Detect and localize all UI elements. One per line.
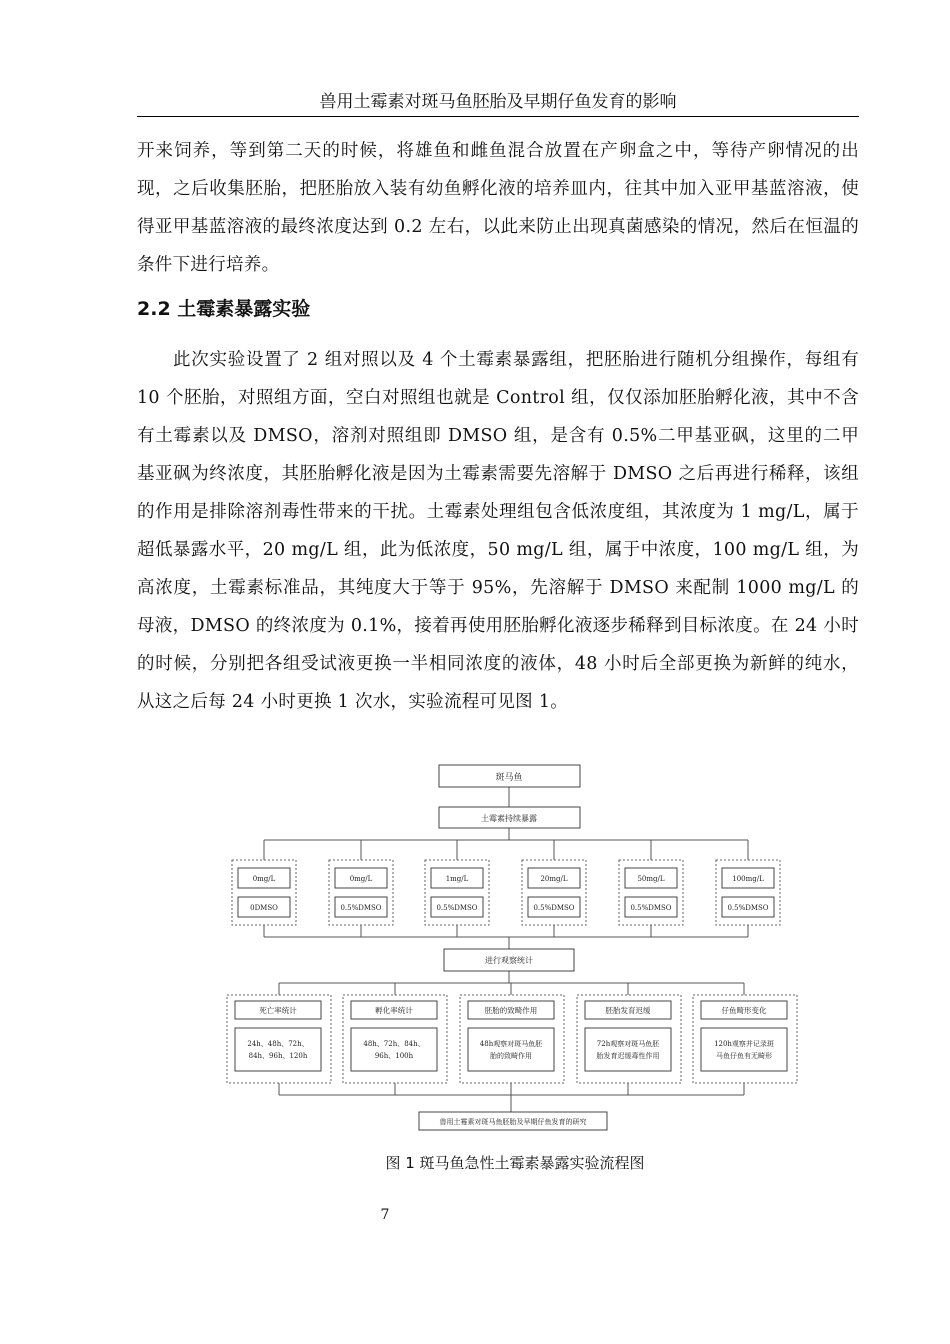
flow-group-6 — [716, 860, 780, 925]
outcome-detail-line1: 120h观察并记录斑 — [714, 1040, 774, 1048]
flow-outcome-1 — [227, 995, 331, 1083]
flow-outcome-3 — [460, 995, 564, 1083]
outcome-detail-box — [235, 1028, 321, 1071]
group-solvent: 0DMSO — [250, 904, 278, 912]
group-conc: 0mg/L — [349, 875, 373, 883]
outcome-title: 孵化率统计 — [375, 1006, 413, 1015]
outcome-detail-line1: 72h观察对斑马鱼胚 — [596, 1040, 660, 1048]
flow-group-3 — [425, 860, 489, 925]
group-conc: 20mg/L — [540, 875, 568, 883]
running-header: 兽用土霉素对斑马鱼胚胎及早期仔鱼发育的影响 — [319, 92, 677, 112]
group-conc: 1mg/L — [445, 875, 469, 883]
section-heading: 2.2 土霉素暴露实验 — [137, 298, 311, 320]
group-conc: 0mg/L — [252, 875, 276, 883]
outcome-detail-box — [468, 1028, 554, 1071]
page-number: 7 — [380, 1207, 390, 1223]
outcome-title: 仔鱼畸形变化 — [721, 1006, 767, 1015]
group-solvent: 0.5%DMSO — [533, 904, 575, 912]
group-conc: 50mg/L — [637, 875, 665, 883]
outcome-detail-line1: 24h、48h、72h、 — [247, 1040, 309, 1048]
group-solvent: 0.5%DMSO — [436, 904, 478, 912]
outcome-detail-line2: 胎发育迟缓毒性作用 — [596, 1052, 660, 1060]
flow-group-4 — [522, 860, 586, 925]
outcome-title: 胚胎发育迟缓 — [605, 1006, 651, 1015]
flow-root-label: 斑马鱼 — [495, 773, 523, 783]
flow-final-label: 兽用土霉素对斑马鱼胚胎及早期仔鱼发育的研究 — [439, 1118, 587, 1126]
flow-observe-label: 进行观察统计 — [485, 956, 533, 965]
flowchart-figure — [222, 757, 812, 1137]
outcome-title: 胚胎的致畸作用 — [484, 1006, 538, 1015]
flow-group-2 — [329, 860, 393, 925]
group-conc: 100mg/L — [732, 875, 764, 883]
group-solvent: 0.5%DMSO — [727, 904, 769, 912]
flow-group-1 — [232, 860, 296, 925]
outcome-detail-line2: 84h、96h、120h — [248, 1052, 308, 1060]
flow-outcome-2 — [343, 995, 447, 1083]
group-solvent: 0.5%DMSO — [340, 904, 382, 912]
outcome-detail-line1: 48h、72h、84h、 — [363, 1040, 425, 1048]
outcome-detail-box — [585, 1028, 671, 1071]
paragraph-experiment: 此次实验设置了 2 组对照以及 4 个土霉素暴露组，把胚胎进行随机分组操作，每组有 10 个胚胎，对照组方面，空白对照组也就是 Control 组，仅仅添加胚胎孵化液，其中不含有土霉素以及 DMSO，溶剂对照组即 DMSO 组，是含有 0.5%二甲基亚砜，这里的二甲基亚砜为终浓度，其胚胎孵化液是因为土霉素需要先溶解于 DMSO 之后再进行稀释，该组的作用是排除溶剂毒性带来的干扰。土霉素处理组包含低浓度组，其浓度为 1 mg/L，属于超低暴露水平，20 mg/L 组，此为低浓度，50 mg/L 组，属于中浓度，100 mg/L 组，为高浓度，土霉素标准品，其纯度大于等于 95%，先溶解于 DMSO 来配制 1000 mg/L 的母液，DMSO 的终浓度为 0.1%，接着再使用胚胎孵化液逐步稀释到目标浓度。在 24 小时的时候，分别把各组受试液更换一半相同浓度的液体，48 小时后全部更换为新鲜的纯水，从这之后每 24 小时更换 1 次水，实验流程可见图 1。 — [137, 350, 859, 712]
outcome-detail-line2: 96h、100h — [374, 1052, 414, 1060]
flow-exposure-label: 土霉素持续暴露 — [481, 814, 537, 823]
outcome-detail-box — [351, 1028, 437, 1071]
outcome-detail-line2: 马鱼仔鱼有无畸形 — [716, 1052, 772, 1060]
group-solvent: 0.5%DMSO — [630, 904, 672, 912]
figure-caption: 图 1 斑马鱼急性土霉素暴露实验流程图 — [385, 1154, 645, 1172]
flowchart-svg — [222, 757, 812, 1137]
header-rule — [137, 116, 859, 117]
outcome-detail-box — [701, 1028, 787, 1071]
paragraph-continued: 开来饲养，等到第二天的时候，将雄鱼和雌鱼混合放置在产卵盒之中，等待产卵情况的出现，之后收集胚胎，把胚胎放入装有幼鱼孵化液的培养皿内，往其中加入亚甲基蓝溶液，使得亚甲基蓝溶液的最终浓度达到 0.2 左右，以此来防止出现真菌感染的情况，然后在恒温的条件下进行培养。 — [137, 141, 859, 275]
outcome-detail-line2: 胎的致畸作用 — [490, 1052, 532, 1060]
flow-outcome-4 — [577, 995, 681, 1083]
flow-outcome-5 — [693, 995, 797, 1083]
outcome-title: 死亡率统计 — [259, 1006, 297, 1015]
outcome-detail-line1: 48h观察对斑马鱼胚 — [479, 1040, 543, 1048]
flow-group-5 — [619, 860, 683, 925]
